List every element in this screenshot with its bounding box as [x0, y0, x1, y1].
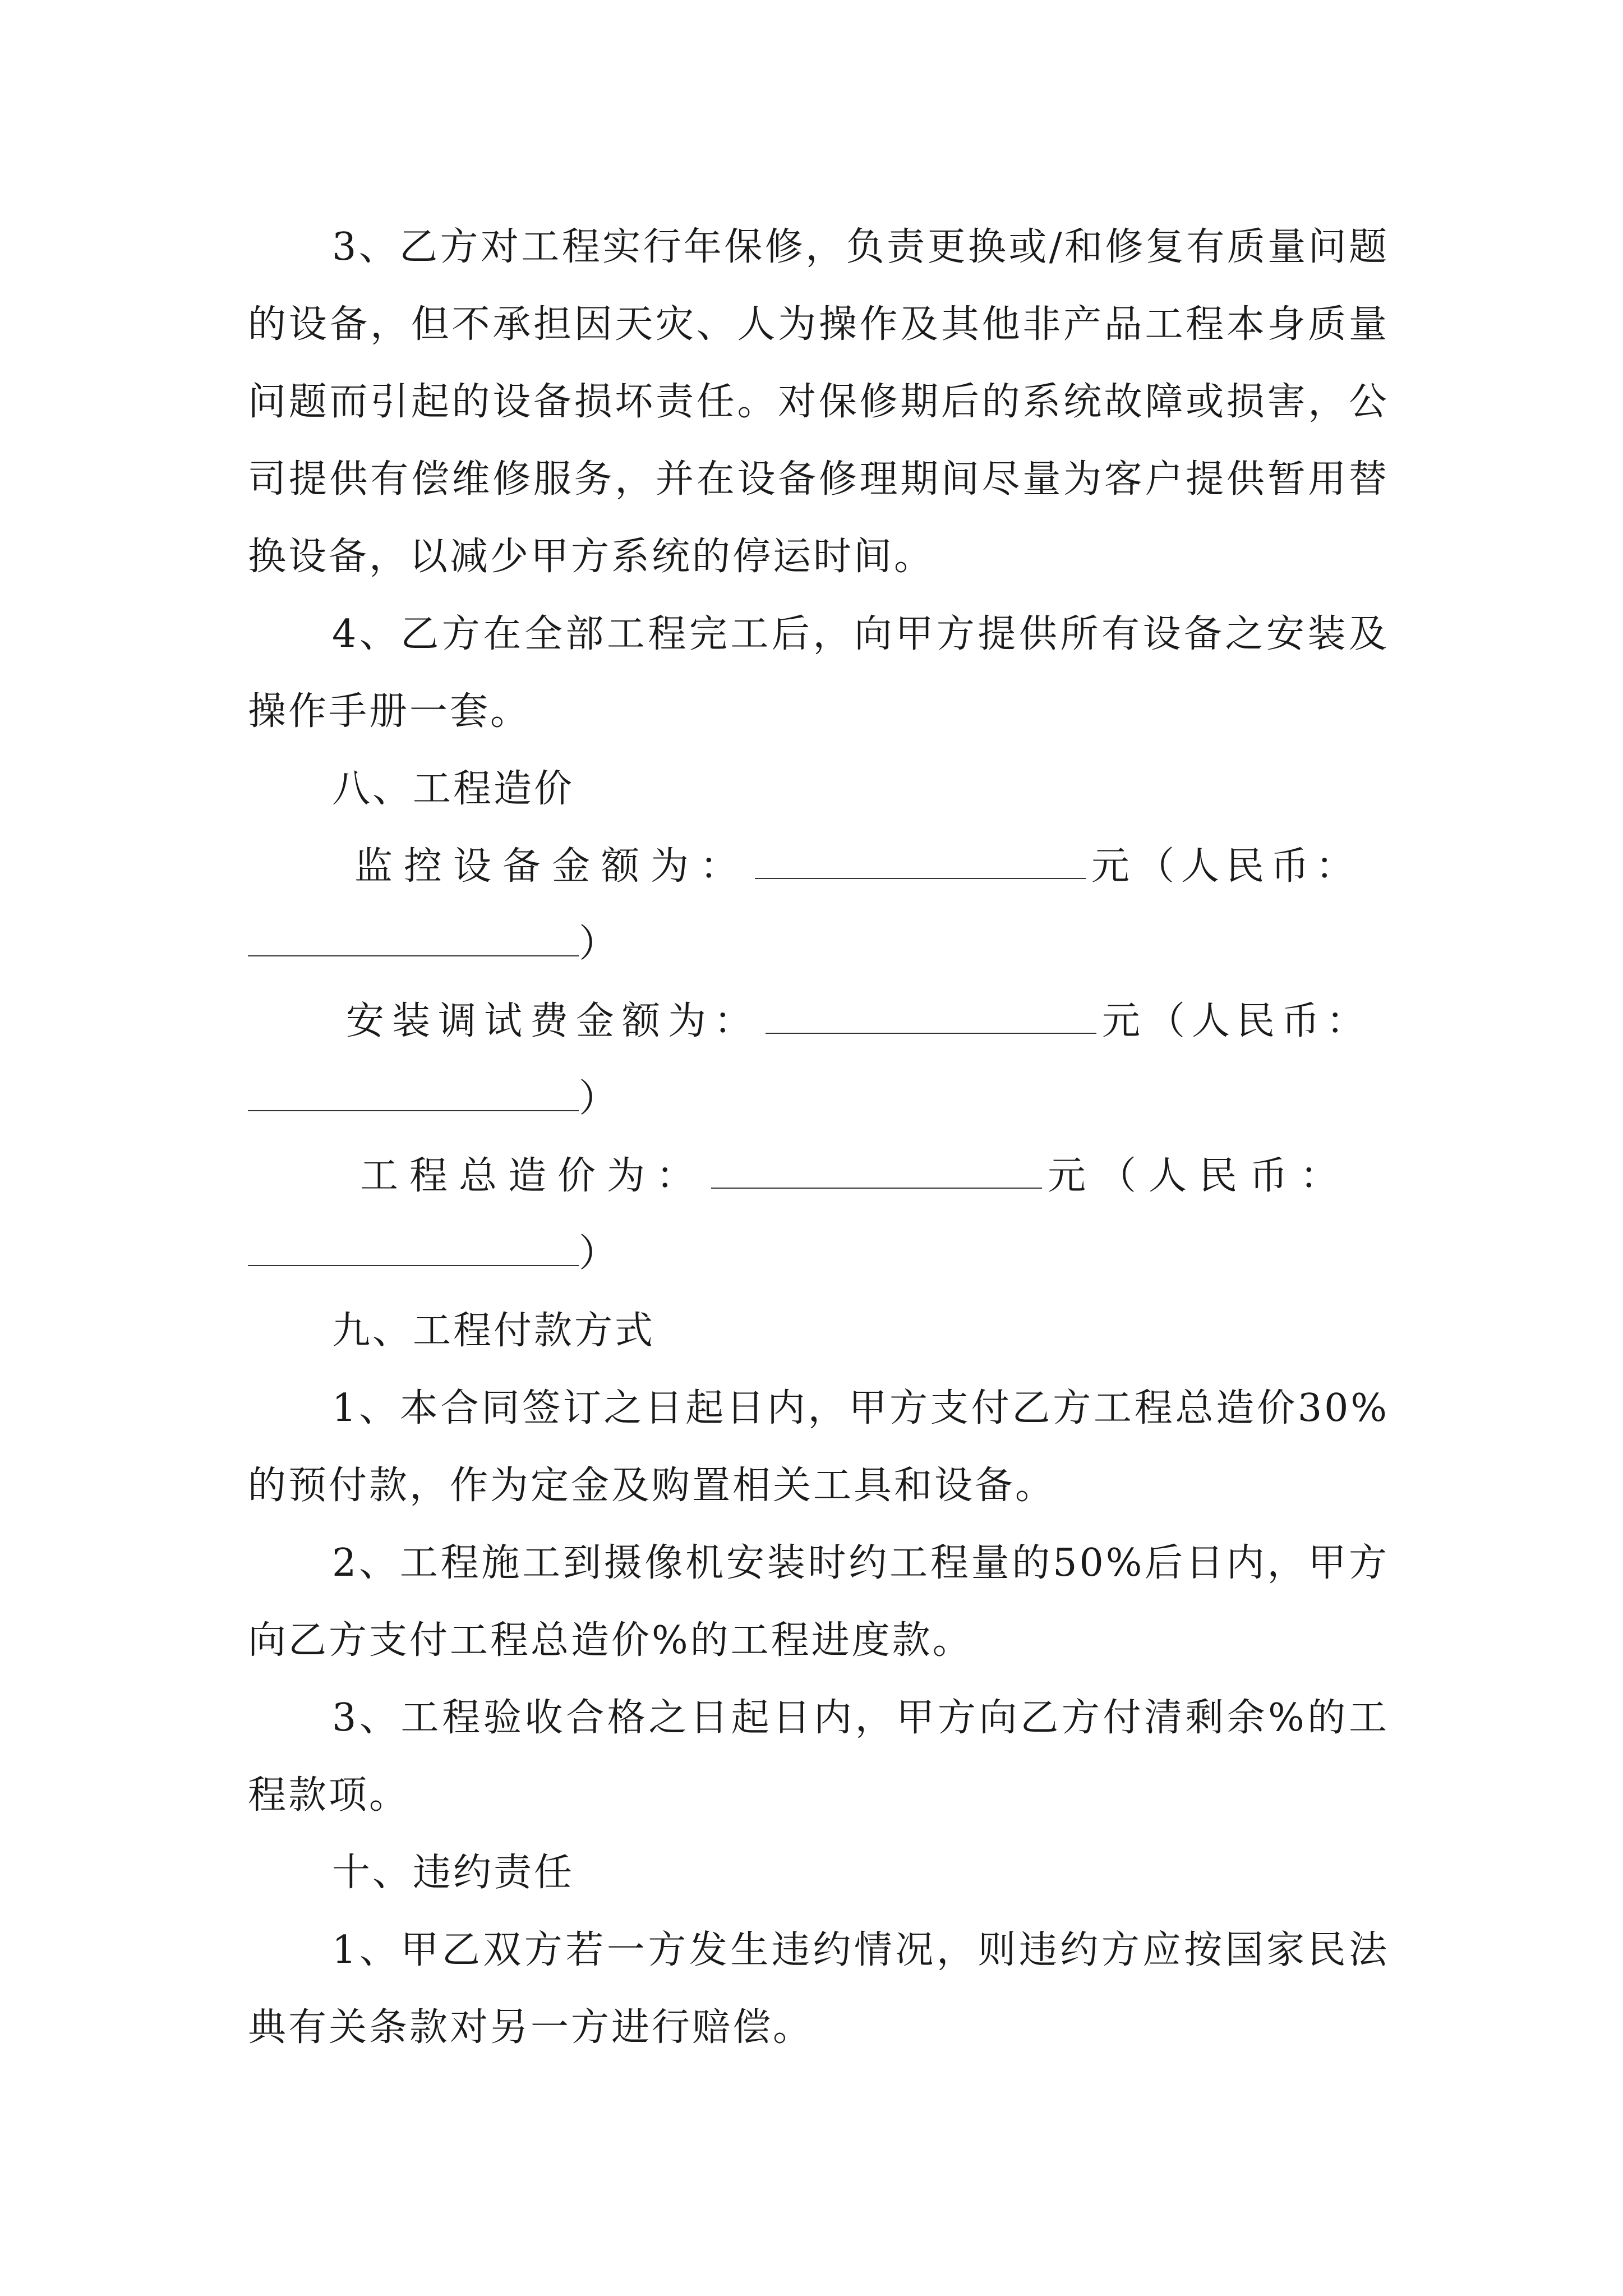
clause-7-3: 3、乙方对工程实行年保修，负责更换或/和修复有质量问题的设备，但不承担因天灾、人为操作及其他非产品工程本身质量问题而引起的设备损坏责任。对保修期后的系统故障或损害，公司提供有偿维修服务，并在设备修理期间尽量为客户提供暂用替换设备，以减少甲方系统的停运时间。 — [248, 225, 1389, 579]
price-item-equipment-rmb — [248, 905, 1389, 983]
section-10-title: 十、违约责任 — [332, 1851, 575, 1895]
section-8-title: 八、工程造价 — [332, 767, 575, 811]
price-close: ） — [579, 922, 620, 966]
price-unit: 元（人民币： — [1091, 844, 1361, 889]
price-item-installation — [248, 983, 1389, 1060]
document-body — [248, 209, 1389, 2067]
clause-10-1: 1、甲乙双方若一方发生违约情况，则违约方应按国家民法典有关条款对另一方进行赔偿。 — [248, 1928, 1389, 2050]
amount-blank[interactable] — [711, 1154, 1042, 1189]
price-label: 安装调试费金额为： — [346, 999, 760, 1043]
price-close: ） — [579, 1076, 620, 1121]
amount-blank[interactable] — [755, 844, 1086, 879]
price-unit: 元（人民币： — [1048, 1154, 1351, 1198]
amount-blank[interactable] — [766, 999, 1096, 1034]
clause-9-1: 1、本合同签订之日起日内，甲方支付乙方工程总造价30%的预付款，作为定金及购置相关工具和设备。 — [248, 1386, 1389, 1508]
section-9-title: 九、工程付款方式 — [332, 1309, 656, 1353]
rmb-blank[interactable] — [248, 922, 579, 956]
price-item-installation-rmb — [248, 1060, 1389, 1138]
price-label: 工程总造价为： — [360, 1154, 706, 1198]
price-close: ） — [579, 1231, 620, 1276]
price-item-total-rmb — [248, 1215, 1389, 1292]
clause-7-4: 4、乙方在全部工程完工后，向甲方提供所有设备之安装及操作手册一套。 — [248, 612, 1389, 734]
rmb-blank[interactable] — [248, 1231, 579, 1266]
price-label: 监控设备金额为： — [354, 844, 750, 889]
price-unit: 元（人民币： — [1102, 999, 1372, 1043]
clause-9-3: 3、工程验收合格之日起日内，甲方向乙方付清剩余%的工程款项。 — [248, 1696, 1389, 1818]
rmb-blank[interactable] — [248, 1076, 579, 1111]
price-item-total — [248, 1138, 1389, 1215]
clause-9-2: 2、工程施工到摄像机安装时约工程量的50%后日内，甲方向乙方支付工程总造价%的工程进度款。 — [248, 1541, 1389, 1663]
price-item-equipment — [248, 828, 1389, 905]
